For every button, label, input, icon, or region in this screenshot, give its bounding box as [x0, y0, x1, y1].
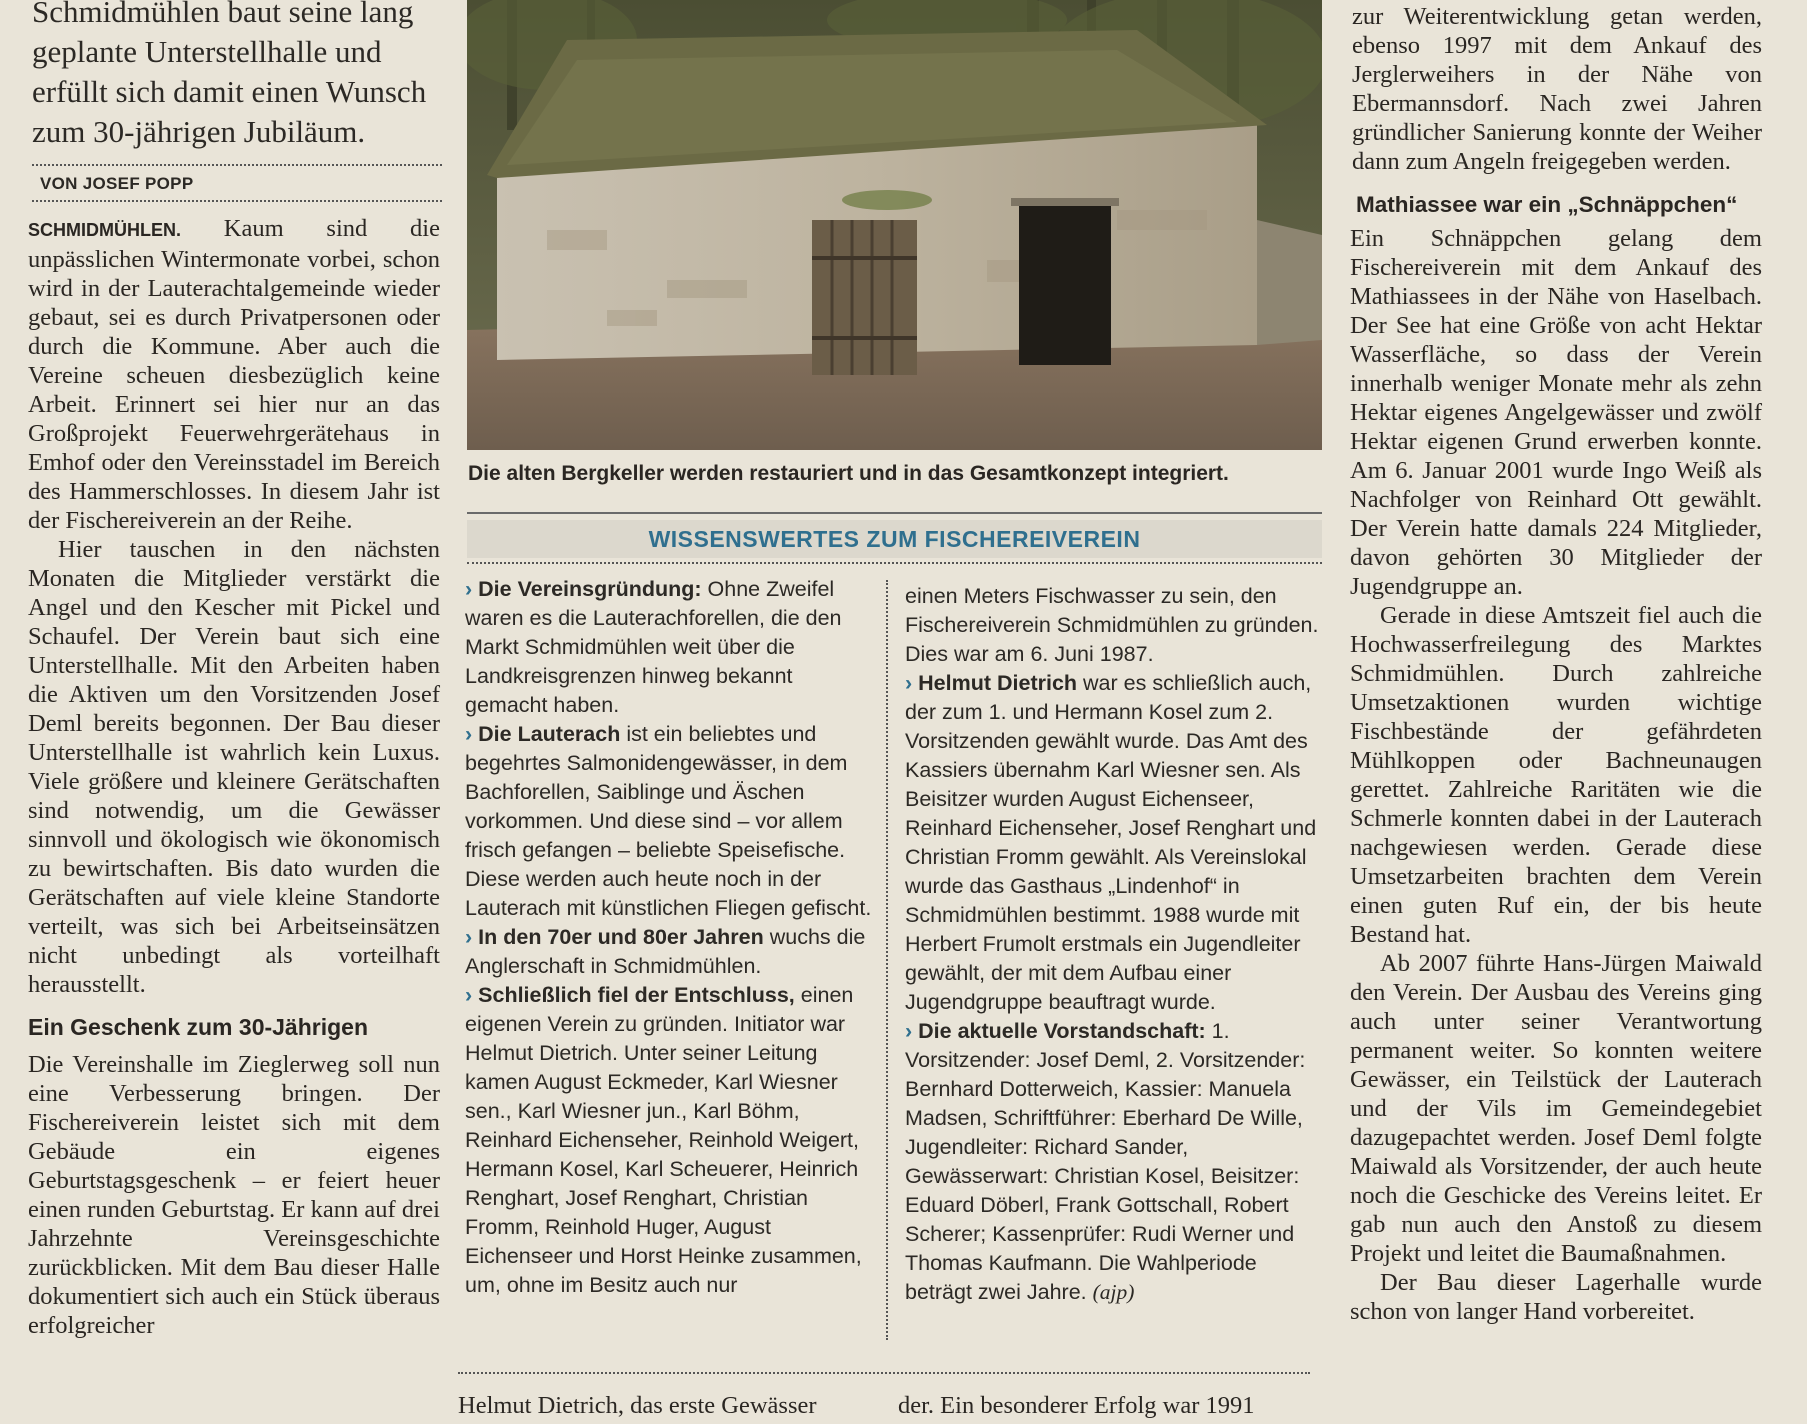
infobox-title: WISSENSWERTES ZUM FISCHEREIVEREIN	[467, 520, 1322, 558]
article-column-4	[1340, 0, 1770, 1424]
bottom-text-left: Helmut Dietrich, das erste Gewässer	[458, 1392, 817, 1419]
article-body	[1352, 2, 1762, 176]
infobox-right-column	[905, 582, 1325, 1307]
paragraph: Die Vereinshalle im Zieglerweg soll nun eine Verbesserung bringen. Der Fischereiverein leistet sich mit dem Gebäude ein eigenes Geburtstagsgeschenk – er feiert heuer einen runden Geburtstag. Er kann auf drei Jahrzehnte Vereinsgeschichte zurückblicken. Mit dem Bau dieser Halle dokumentiert sich auch ein Stück überaus erfolgreicher	[28, 1051, 440, 1339]
paragraph: Gerade in diese Amtszeit fiel auch die Hochwasserfreilegung des Marktes Schmidmühlen. Durch zahlreiche Umsetzaktionen wurden wichtige Fischbestände der gefährdeten Mühlkoppen oder Bachneunaugen gerettet. Zahlreiche Raritäten wie die Schmerle konnten dabei in der Lauterach nachgewiesen werden. Gerade diese Umsetzarbeiten brachten dem Verein einen guten Ruf ein, der bis heute Bestand hat.	[1350, 602, 1762, 948]
article-body	[28, 214, 440, 1340]
divider	[467, 562, 1322, 564]
article-lead: Schmidmühlen baut seine lang geplante Unterstellhalle und erfüllt sich damit einen Wunsch zum 30-jährigen Jubiläum.	[32, 0, 427, 149]
chevron-right-icon: ›	[465, 577, 473, 601]
paragraph: Ab 2007 führte Hans-Jürgen Maiwald den Verein. Der Ausbau des Vereins ging auch unter seiner Verantwortung permanent weiter. So konnten weitere Gewässer, ein Teilstück der Lauterach und der Vils im Gemeindegebiet dazugepachtet werden. Josef Deml folgte Maiwald als Vorsitzender, der auch heute noch die Geschicke des Vereins leitet. Er gab nun auch den Anstoß zu diesem Projekt und leitet die Baumaßnahmen.	[1350, 950, 1762, 1267]
infobox-bottom-rule	[458, 1372, 1310, 1374]
paragraph: zur Weiterentwicklung getan werden, ebenso 1997 mit dem Ankauf des Jerglerweihers in der Nähe von Ebermannsdorf. Nach zwei Jahren gründlicher Sanierung konnte der Weiher dann zum Angeln freigegeben werden.	[1352, 3, 1762, 175]
info-item: › Schließlich fiel der Entschluss, einen eigenen Verein zu gründen. Initiator war Helmut Dietrich. Unter seiner Leitung kamen August Eckmeder, Karl Wiesner sen., Karl Wiesner jun., Karl Böhm, Reinhard Eichenseher, Reinhold Weigert, Hermann Kosel, Karl Scheuerer, Heinrich Renghart, Josef Renghart, Christian Fromm, Reinhold Huger, August Eichenseer und Horst Heinke zusammen, um, ohne im Besitz auch nur	[465, 983, 862, 1297]
paragraph: Ein Schnäppchen gelang dem Fischereiverein mit dem Ankauf des Mathiassees in der Nähe von Haselbach. Der See hat eine Größe von acht Hektar Wasserfläche, so dass der Verein innerhalb weniger Monate mehr als zehn Hektar eigenes Angelgewässer und zwölf Hektar eigenen Grund erwerben konnte. Am 6. Januar 2001 wurde Ingo Weiß als Nachfolger von Reinhard Ott gewählt. Der Verein hatte damals 224 Mitglieder, davon gehörten 30 Mitglieder der Jugendgruppe an.	[1350, 225, 1762, 600]
photo-bergkeller	[467, 0, 1322, 450]
bottom-text-right: der. Ein besonderer Erfolg war 1991	[898, 1392, 1255, 1419]
paragraph: Hier tauschen in den nächsten Monaten die Mitglieder verstärkt die Angel und den Kescher mit Pickel und Schaufel. Der Verein baut sich eine Unterstellhalle. Mit den Arbeiten haben die Aktiven um den Vorsitzenden Josef Deml bereits begonnen. Der Bau dieser Unterstellhalle ist wahrlich kein Luxus. Viele größere und kleinere Gerätschaften sind notwendig, um die Gewässer sinnvoll und ökologisch wie ökonomisch zu bewirtschaften. Bis dato wurden die Gerätschaften auf viele kleine Standorte verteilt, was sich bei Arbeitseinsätzen nicht unbedingt als vorteilhaft herausstellt.	[28, 536, 440, 998]
dateline: SCHMIDMÜHLEN.	[28, 220, 181, 240]
info-item: › Die Lauterach ist ein beliebtes und begehrtes Salmonidengewässer, in dem Bachforellen, Saiblinge und Äschen vorkommen. Und diese sind – vor allem frisch gefangen – beliebte Speisefische. Diese werden auch heute noch in der Lauterach mit künstlichen Fliegen gefischt.	[465, 722, 872, 920]
photo-caption: Die alten Bergkeller werden restauriert und in das Gesamtkonzept integriert.	[468, 462, 1229, 485]
subheading: Mathiassee war ein „Schnäppchen“	[1356, 192, 1738, 217]
infobox-top-rule	[467, 512, 1322, 514]
chevron-right-icon: ›	[465, 722, 473, 746]
chevron-right-icon: ›	[465, 925, 473, 949]
info-item: › In den 70er und 80er Jahren wuchs die Anglerschaft in Schmidmühlen.	[465, 925, 866, 978]
byline: VON JOSEF POPP	[40, 174, 194, 193]
paragraph: SCHMIDMÜHLEN. Kaum sind die unpässlichen Wintermonate vorbei, schon wird in der Lauterachtalgemeinde wieder gebaut, sei es durch Privatpersonen oder durch die Kommune. Aber auch die Vereine scheuen diesbezüglich keine Arbeit. Erinnert sei hier nur an das Großprojekt Feuerwehrgerätehaus in Emhof oder den Vereinsstadel im Bereich des Hammerschlosses. In diesem Jahr ist der Fischereiverein an der Reihe.	[28, 215, 440, 534]
info-item: › Helmut Dietrich war es schließlich auch, der zum 1. und Hermann Kosel zum 2. Vorsitzenden gewählt wurde. Das Amt des Kassiers übernahm Karl Wiesner sen. Als Beisitzer wurden August Eichenseer, Reinhard Eichenseher, Josef Renghart und Christian Fromm gewählt. Als Vereinslokal wurde das Gasthaus „Lindenhof“ in Schmidmühlen bestimmt. 1988 wurde mit Herbert Frumolt erstmals ein Jugendleiter gewählt, der mit dem Aufbau einer Jugendgruppe beauftragt wurde.	[905, 671, 1317, 1014]
info-continuation: einen Meters Fischwasser zu sein, den Fischereiverein Schmidmühlen zu gründen. Dies war am 6. Juni 1987.	[905, 584, 1319, 666]
subheading: Ein Geschenk zum 30-Jährigen	[28, 1014, 369, 1040]
paragraph: Der Bau dieser Lagerhalle wurde schon von langer Hand vorbereitet.	[1350, 1269, 1762, 1325]
column-separator	[886, 580, 888, 1340]
info-item: › Die Vereinsgründung: Ohne Zweifel waren es die Lauterachforellen, die den Markt Schmidmühlen weit über die Landkreisgrenzen hinweg bekannt gemacht haben.	[465, 577, 842, 717]
article-body	[1350, 224, 1762, 1326]
chevron-right-icon: ›	[905, 1019, 913, 1043]
author-credit: (ajp)	[1092, 1280, 1135, 1304]
chevron-right-icon: ›	[465, 983, 473, 1007]
divider	[32, 200, 442, 202]
chevron-right-icon: ›	[905, 671, 913, 695]
info-item: › Die aktuelle Vorstandschaft: 1. Vorsitzender: Josef Deml, 2. Vorsitzender: Bernhard Dotterweich, Kassier: Manuela Madsen, Schriftführer: Eberhard De Wille, Jugendleiter: Richard Sander, Gewässerwart: Christian Kosel, Beisitzer: Eduard Döberl, Frank Gottschall, Robert Scherer; Kassenprüfer: Rudi Werner und Thomas Kaufmann. Die Wahlperiode beträgt zwei Jahre. (ajp)	[905, 1019, 1306, 1304]
article-column-1	[22, 0, 442, 1424]
cellar-photo-illustration	[467, 0, 1322, 450]
infobox-left-column	[465, 575, 875, 1300]
